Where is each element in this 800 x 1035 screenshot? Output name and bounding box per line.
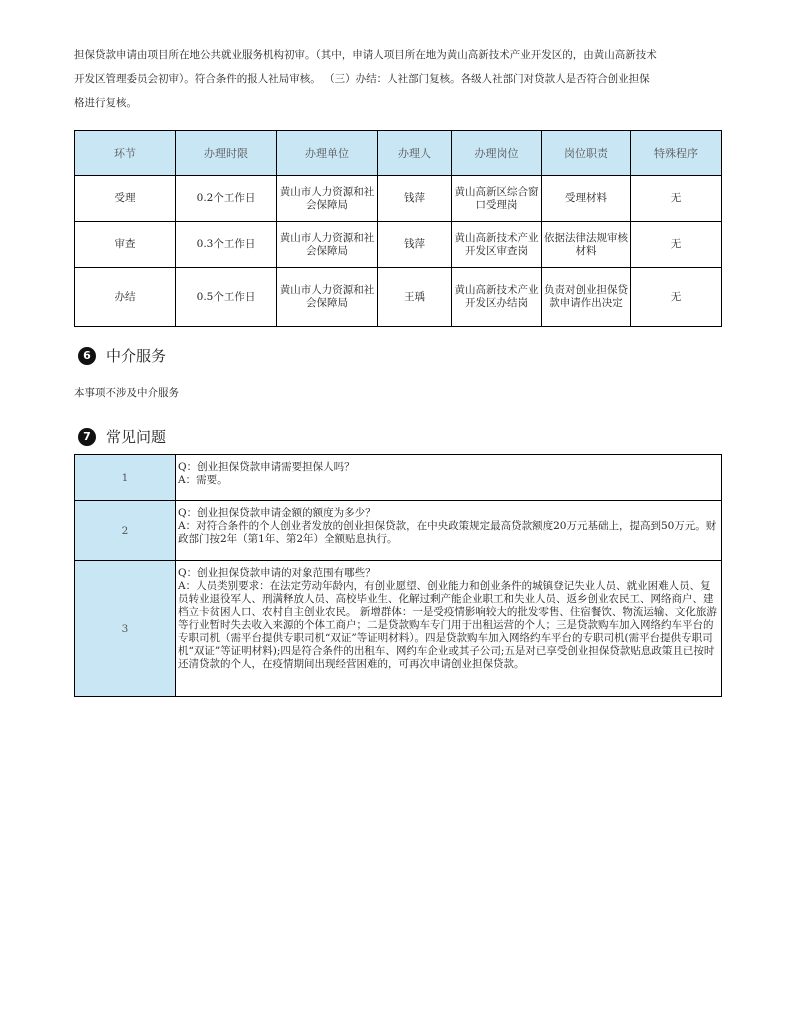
table-cell: 负责对创业担保贷款申请作出决定 xyxy=(542,268,631,327)
faq-content xyxy=(176,561,722,697)
section-title: 中介服务 xyxy=(106,347,167,365)
process-flow-table xyxy=(74,130,722,327)
table-header-row xyxy=(75,131,722,176)
faq-row xyxy=(75,561,722,697)
header-cell: 办理时限 xyxy=(176,131,277,176)
header-cell: 特殊程序 xyxy=(631,131,722,176)
section-title: 常见问题 xyxy=(106,428,167,446)
table-cell: 黄山高新区综合窗口受理岗 xyxy=(452,176,542,222)
faq-index: 3 xyxy=(75,561,176,697)
number-badge: 7 xyxy=(78,428,96,446)
header-cell: 办理岗位 xyxy=(452,131,542,176)
header-cell: 办理单位 xyxy=(277,131,378,176)
intermediary-text: 本事项不涉及中介服务 xyxy=(74,387,179,399)
table-row xyxy=(75,268,722,327)
faq-index: 1 xyxy=(75,455,176,501)
faq-table xyxy=(74,454,722,697)
table-cell: 钱萍 xyxy=(378,176,452,222)
faq-question: Q：创业担保贷款申请需要担保人吗？ xyxy=(178,461,355,473)
table-cell: 依据法律法规审核材料 xyxy=(542,222,631,268)
table-cell: 王瑀 xyxy=(378,268,452,327)
intro-paragraph xyxy=(74,43,726,115)
table-cell: 黄山高新技术产业开发区审查岗 xyxy=(452,222,542,268)
header-cell: 岗位职责 xyxy=(542,131,631,176)
table-cell: 钱萍 xyxy=(378,222,452,268)
faq-content xyxy=(176,455,722,501)
faq-answer: A：人员类别要求：在法定劳动年龄内，有创业愿望、创业能力和创业条件的城镇登记失业人员、就业困难人员、复员转业退役军人、刑满释放人员、高校毕业生、化解过剩产能企业职工和失业人员、返乡创业农民工、网络商户、建档立卡贫困人口、农村自主创业农民。 新增群体：一是受疫情影响较大的批发零售、住宿餐饮、物流运输、文化旅游等行业暂时失去收入来源的个体工商户；二是贷款购车专门用于出租运营的个人；三是贷款购车加入网络约车平台的专职司机（需平台提供专职司机“双证”等证明材料）。四是贷款购车加入网络约车平台的专职司机(需平台提供专职司机“双证”等证明材料);四是符合条件的出租车、网约车企业或其子公司;五是对已享受创业担保贷款贴息政策且已按时还清贷款的个人，在疫情期间出现经营困难的，可再次申请创业担保贷款。 xyxy=(178,580,717,670)
table-cell: 0.3个工作日 xyxy=(176,222,277,268)
table-cell: 无 xyxy=(631,222,722,268)
header-cell: 办理人 xyxy=(378,131,452,176)
table-row xyxy=(75,222,722,268)
faq-row xyxy=(75,455,722,501)
table-cell: 黄山高新技术产业开发区办结岗 xyxy=(452,268,542,327)
table-cell: 办结 xyxy=(75,268,176,327)
table-cell: 无 xyxy=(631,176,722,222)
faq-index: 2 xyxy=(75,501,176,561)
table-cell: 黄山市人力资源和社会保障局 xyxy=(277,222,378,268)
faq-question: Q：创业担保贷款申请的对象范围有哪些？ xyxy=(178,567,376,579)
header-cell: 环节 xyxy=(75,131,176,176)
section-heading-faq xyxy=(78,426,166,447)
section-heading-intermediary xyxy=(78,345,166,366)
faq-answer: A：对符合条件的个人创业者发放的创业担保贷款，在中央政策规定最高贷款额度20万元基础上，提高到50万元。财政部门按2年（第1年、第2年）全额贴息执行。 xyxy=(178,520,717,545)
table-cell: 受理 xyxy=(75,176,176,222)
table-row xyxy=(75,176,722,222)
table-cell: 受理材料 xyxy=(542,176,631,222)
intro-line: 格进行复核。 xyxy=(74,97,137,109)
intro-line: 开发区管理委员会初审）。符合条件的报人社局审核。 （三）办结：人社部门复核。各级人社部门对贷款人是否符合创业担保 xyxy=(74,73,650,85)
table-cell: 黄山市人力资源和社会保障局 xyxy=(277,176,378,222)
number-badge: 6 xyxy=(78,347,96,365)
faq-content xyxy=(176,501,722,561)
table-cell: 审查 xyxy=(75,222,176,268)
table-cell: 0.2个工作日 xyxy=(176,176,277,222)
intro-line: 担保贷款申请由项目所在地公共就业服务机构初审。（其中，申请人项目所在地为黄山高新技术产业开发区的，由黄山高新技术 xyxy=(74,49,657,61)
faq-answer: A：需要。 xyxy=(178,474,228,486)
table-cell: 0.5个工作日 xyxy=(176,268,277,327)
table-cell: 黄山市人力资源和社会保障局 xyxy=(277,268,378,327)
table-cell: 无 xyxy=(631,268,722,327)
faq-question: Q：创业担保贷款申请金额的额度为多少？ xyxy=(178,507,376,519)
faq-row xyxy=(75,501,722,561)
